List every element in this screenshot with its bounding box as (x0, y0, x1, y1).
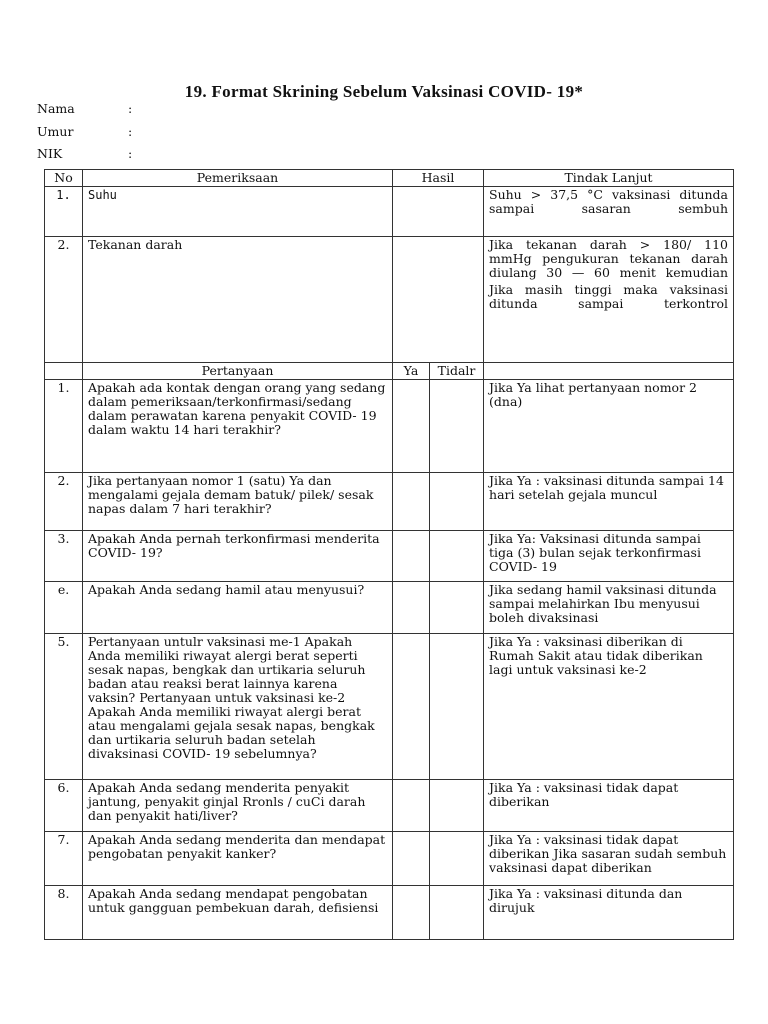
table-row (45, 531, 734, 582)
result-cell[interactable] (393, 237, 484, 363)
blank-cell (45, 363, 83, 380)
row-number: 1. (45, 187, 83, 237)
table-row (45, 886, 734, 940)
question: Pertanyaan untulr vaksinasi me-1 Apakah Anda memiliki riwayat alergi berat seperti sesak napas, bengkak dan urtikaria seluruh badan atau reaksi berat lainnya karena vaksin? Pertanyaan untuk vaksinasi ke-2 Apakah Anda memiliki riwayat alergi berat atau mengalami gejala sesak napas, bengkak dan urtikaria seluruh badan setelah divaksinasi COVID- 19 sebelumnya? (83, 634, 393, 780)
question: Apakah Anda sedang menderita penyakit jantung, penyakit ginjal Rronls / cuCi darah dan penyakit hati/liver? (83, 780, 393, 832)
table-row (45, 634, 734, 780)
row-number: 6. (45, 780, 83, 832)
answer-tidak[interactable] (430, 531, 484, 582)
answer-ya[interactable] (393, 886, 430, 940)
answer-tidak[interactable] (430, 582, 484, 634)
follow-up: Jika Ya: Vaksinasi ditunda sampai tiga (3) bulan sejak terkonfirmasi COVID- 19 (484, 531, 734, 582)
answer-tidak[interactable] (430, 634, 484, 780)
question: Jika pertanyaan nomor 1 (satu) Ya dan mengalami gejala demam batuk/ pilek/ sesak napas dalam 7 hari terakhir? (83, 473, 393, 531)
table-row (45, 582, 734, 634)
field-separator: : (128, 146, 133, 161)
field-label: Nama (37, 101, 75, 116)
document-title: 19. Format Skrining Sebelum Vaksinasi COVID- 19* (184, 82, 584, 101)
blank-cell (484, 363, 734, 380)
question: Apakah Anda pernah terkonfirmasi menderita COVID- 19? (83, 531, 393, 582)
answer-ya[interactable] (393, 380, 430, 473)
field-label: NIK (37, 146, 63, 161)
answer-tidak[interactable] (430, 832, 484, 886)
answer-ya[interactable] (393, 780, 430, 832)
result-cell[interactable] (393, 187, 484, 237)
follow-up: Jika Ya : vaksinasi diberikan di Rumah Sakit atau tidak diberikan lagi untuk vaksinasi ke-2 (484, 634, 734, 780)
header-no: No (45, 170, 83, 187)
answer-tidak[interactable] (430, 886, 484, 940)
row-number: 2. (45, 237, 83, 363)
row-number: 2. (45, 473, 83, 531)
answer-ya[interactable] (393, 634, 430, 780)
identity-fields (37, 100, 133, 168)
answer-ya[interactable] (393, 832, 430, 886)
table-row (45, 780, 734, 832)
question: Apakah Anda sedang menderita dan mendapat pengobatan penyakit kanker? (83, 832, 393, 886)
row-number: 5. (45, 634, 83, 780)
table-row (45, 187, 734, 237)
header-pemeriksaan: Pemeriksaan (83, 170, 393, 187)
follow-up: Suhu > 37,5 °C vaksinasi ditunda sampai sasaran sembuh (484, 187, 734, 237)
follow-up: Jika tekanan darah > 180/ 110 mmHg pengukuran tekanan darah diulang 30 — 60 menit kemudian (489, 237, 729, 280)
header-hasil: Hasil (393, 170, 484, 187)
follow-up: Jika Ya : vaksinasi ditunda sampai 14 hari setelah gejala muncul (484, 473, 734, 531)
table-row (45, 832, 734, 886)
answer-ya[interactable] (393, 473, 430, 531)
follow-up: Jika masih tinggi maka vaksinasi ditunda sampai terkontrol (489, 282, 729, 311)
header-tidak: Tidalr (430, 363, 484, 380)
question: Apakah Anda sedang mendapat pengobatan untuk gangguan pembekuan darah, defisiensi (83, 886, 393, 940)
row-number: 1. (45, 380, 83, 473)
field-nik[interactable] (37, 145, 133, 168)
row-number: 7. (45, 832, 83, 886)
exam-item: Tekanan darah (83, 237, 393, 363)
header-pertanyaan: Pertanyaan (83, 363, 393, 380)
table-row (45, 380, 734, 473)
row-number: 8. (45, 886, 83, 940)
screening-table (44, 169, 734, 940)
question: Apakah ada kontak dengan orang yang sedang dalam pemeriksaan/terkonfirmasi/sedang dalam perawatan karena penyakit COVID- 19 dalam waktu 14 hari terakhir? (83, 380, 393, 473)
row-number: e. (45, 582, 83, 634)
table-row (45, 473, 734, 531)
table-header-row (45, 170, 734, 187)
field-nama[interactable] (37, 100, 133, 123)
answer-tidak[interactable] (430, 473, 484, 531)
follow-up-cell (484, 237, 734, 363)
answer-tidak[interactable] (430, 780, 484, 832)
exam-item: Suhu (83, 187, 393, 237)
field-separator: : (128, 101, 133, 116)
row-number: 3. (45, 531, 83, 582)
field-label: Umur (37, 123, 74, 139)
answer-tidak[interactable] (430, 380, 484, 473)
follow-up: Jika Ya : vaksinasi tidak dapat diberikan Jika sasaran sudah sembuh vaksinasi dapat diberikan (484, 832, 734, 886)
question: Apakah Anda sedang hamil atau menyusui? (83, 582, 393, 634)
answer-ya[interactable] (393, 582, 430, 634)
table-row (45, 237, 734, 363)
follow-up: Jika Ya : vaksinasi ditunda dan dirujuk (484, 886, 734, 940)
header-tindak-lanjut: Tindak Lanjut (484, 170, 734, 187)
answer-ya[interactable] (393, 531, 430, 582)
question-header-row (45, 363, 734, 380)
follow-up: Jika sedang hamil vaksinasi ditunda sampai melahirkan Ibu menyusui boleh divaksinasi (484, 582, 734, 634)
field-separator: : (128, 123, 133, 139)
field-umur[interactable] (37, 123, 133, 146)
follow-up: Jika Ya : vaksinasi tidak dapat diberikan (484, 780, 734, 832)
header-ya: Ya (393, 363, 430, 380)
follow-up: Jika Ya lihat pertanyaan nomor 2 (dna) (484, 380, 734, 473)
